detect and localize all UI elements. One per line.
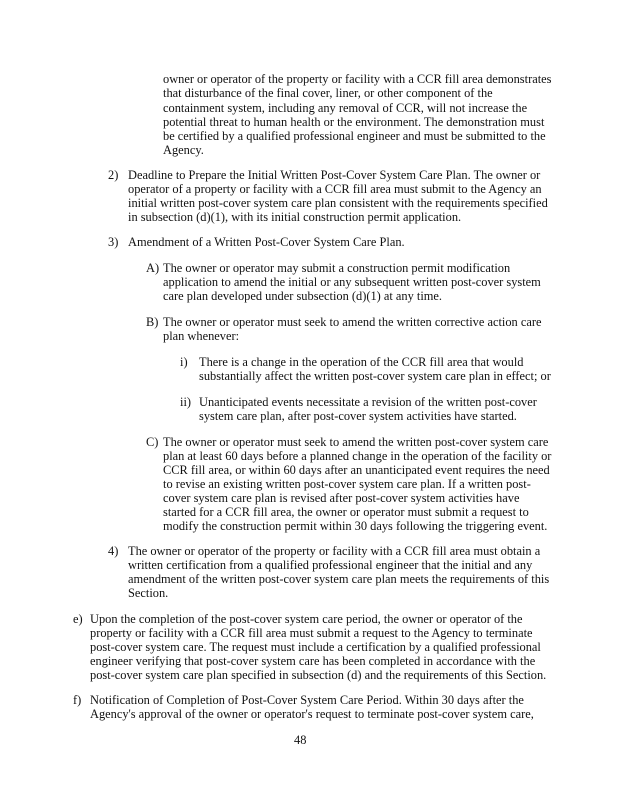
text-line: Agency's approval of the owner or operator's request to terminate post-cover system care, (90, 707, 534, 721)
text-line: The owner or operator may submit a construction permit modification (163, 261, 511, 275)
text-line: Unanticipated events necessitate a revision of the written post-cover (199, 395, 537, 409)
paragraph-label: B) (146, 315, 159, 329)
text-line: post-cover system care. The request must include a certification by a qualified professional (90, 640, 541, 654)
text-line: in subsection (d)(1), with its initial construction permit application. (128, 210, 462, 224)
paragraph-label: A) (146, 261, 160, 275)
text-line: to revise an existing written post-cover system care plan. If a written post- (163, 477, 531, 491)
text-line: potential threat to human health or the environment. The demonstration must (163, 115, 545, 129)
text-line: started for a CCR fill area, the owner or operator must submit a request to (163, 505, 529, 519)
text-line: CCR fill area, or within 60 days after an unanticipated event requires the need (163, 463, 550, 477)
text-line: system care plan, after post-cover system activities have started. (199, 409, 517, 423)
text-line: initial written post-cover system care plan consistent with the requirements specified (128, 196, 548, 210)
text-line: owner or operator of the property or facility with a CCR fill area demonstrates (163, 72, 552, 86)
text-line: plan at least 60 days before a planned change in the operation of the facility or (163, 449, 552, 463)
paragraph-label: e) (73, 612, 83, 626)
text-line: amendment of the written post-cover system care plan meets the requirements of this (128, 572, 550, 586)
text-line: substantially affect the written post-cover system care plan in effect; or (199, 369, 551, 383)
paragraph-label: C) (146, 435, 159, 449)
text-line: There is a change in the operation of the CCR fill area that would (199, 355, 524, 369)
text-line: care plan developed under subsection (d)(1) at any time. (163, 289, 443, 303)
paragraph-label: f) (73, 693, 82, 707)
paragraph-label: i) (180, 355, 188, 369)
text-line: Deadline to Prepare the Initial Written Post-Cover System Care Plan. The owner or (128, 168, 541, 182)
page-number: 48 (294, 733, 307, 747)
text-line: The owner or operator must seek to amend the written corrective action care (163, 315, 542, 329)
text-line: plan whenever: (163, 329, 240, 343)
text-line: be certified by a qualified professional engineer and must be submitted to the (163, 129, 546, 143)
text-line: property or facility with a CCR fill area must submit a request to the Agency to terminate (90, 626, 533, 640)
paragraph-label: 2) (108, 168, 119, 182)
text-line: Section. (128, 586, 169, 600)
text-line: cover system care plan is revised after post-cover system activities have (163, 491, 520, 505)
text-line: The owner or operator must seek to amend the written post-cover system care (163, 435, 549, 449)
paragraph-label: 4) (108, 544, 119, 558)
text-line: Agency. (163, 143, 204, 157)
text-line: application to amend the initial or any subsequent written post-cover system (163, 275, 541, 289)
paragraph-label: ii) (180, 395, 192, 409)
paragraph-label: 3) (108, 235, 119, 249)
text-line: Notification of Completion of Post-Cover System Care Period. Within 30 days after the (90, 693, 524, 707)
text-line: modify the construction permit within 30 days following the triggering event. (163, 519, 548, 533)
text-line: post-cover system care plan specified in subsection (d) and the requirements of this Section. (90, 668, 547, 682)
text-line: The owner or operator of the property or facility with a CCR fill area must obtain a (128, 544, 541, 558)
text-line: engineer verifying that post-cover system care has been completed in accordance with the (90, 654, 536, 668)
text-line: containment system, including any removal of CCR, will not increase the (163, 101, 528, 115)
text-line: Amendment of a Written Post-Cover System Care Plan. (128, 235, 405, 249)
text-line: Upon the completion of the post-cover system care period, the owner or operator of the (90, 612, 523, 626)
text-line: operator of a property or facility with a CCR fill area must submit to the Agency an (128, 182, 542, 196)
text-line: that disturbance of the final cover, liner, or other component of the (163, 86, 493, 100)
text-line: written certification from a qualified professional engineer that the initial and any (128, 558, 533, 572)
